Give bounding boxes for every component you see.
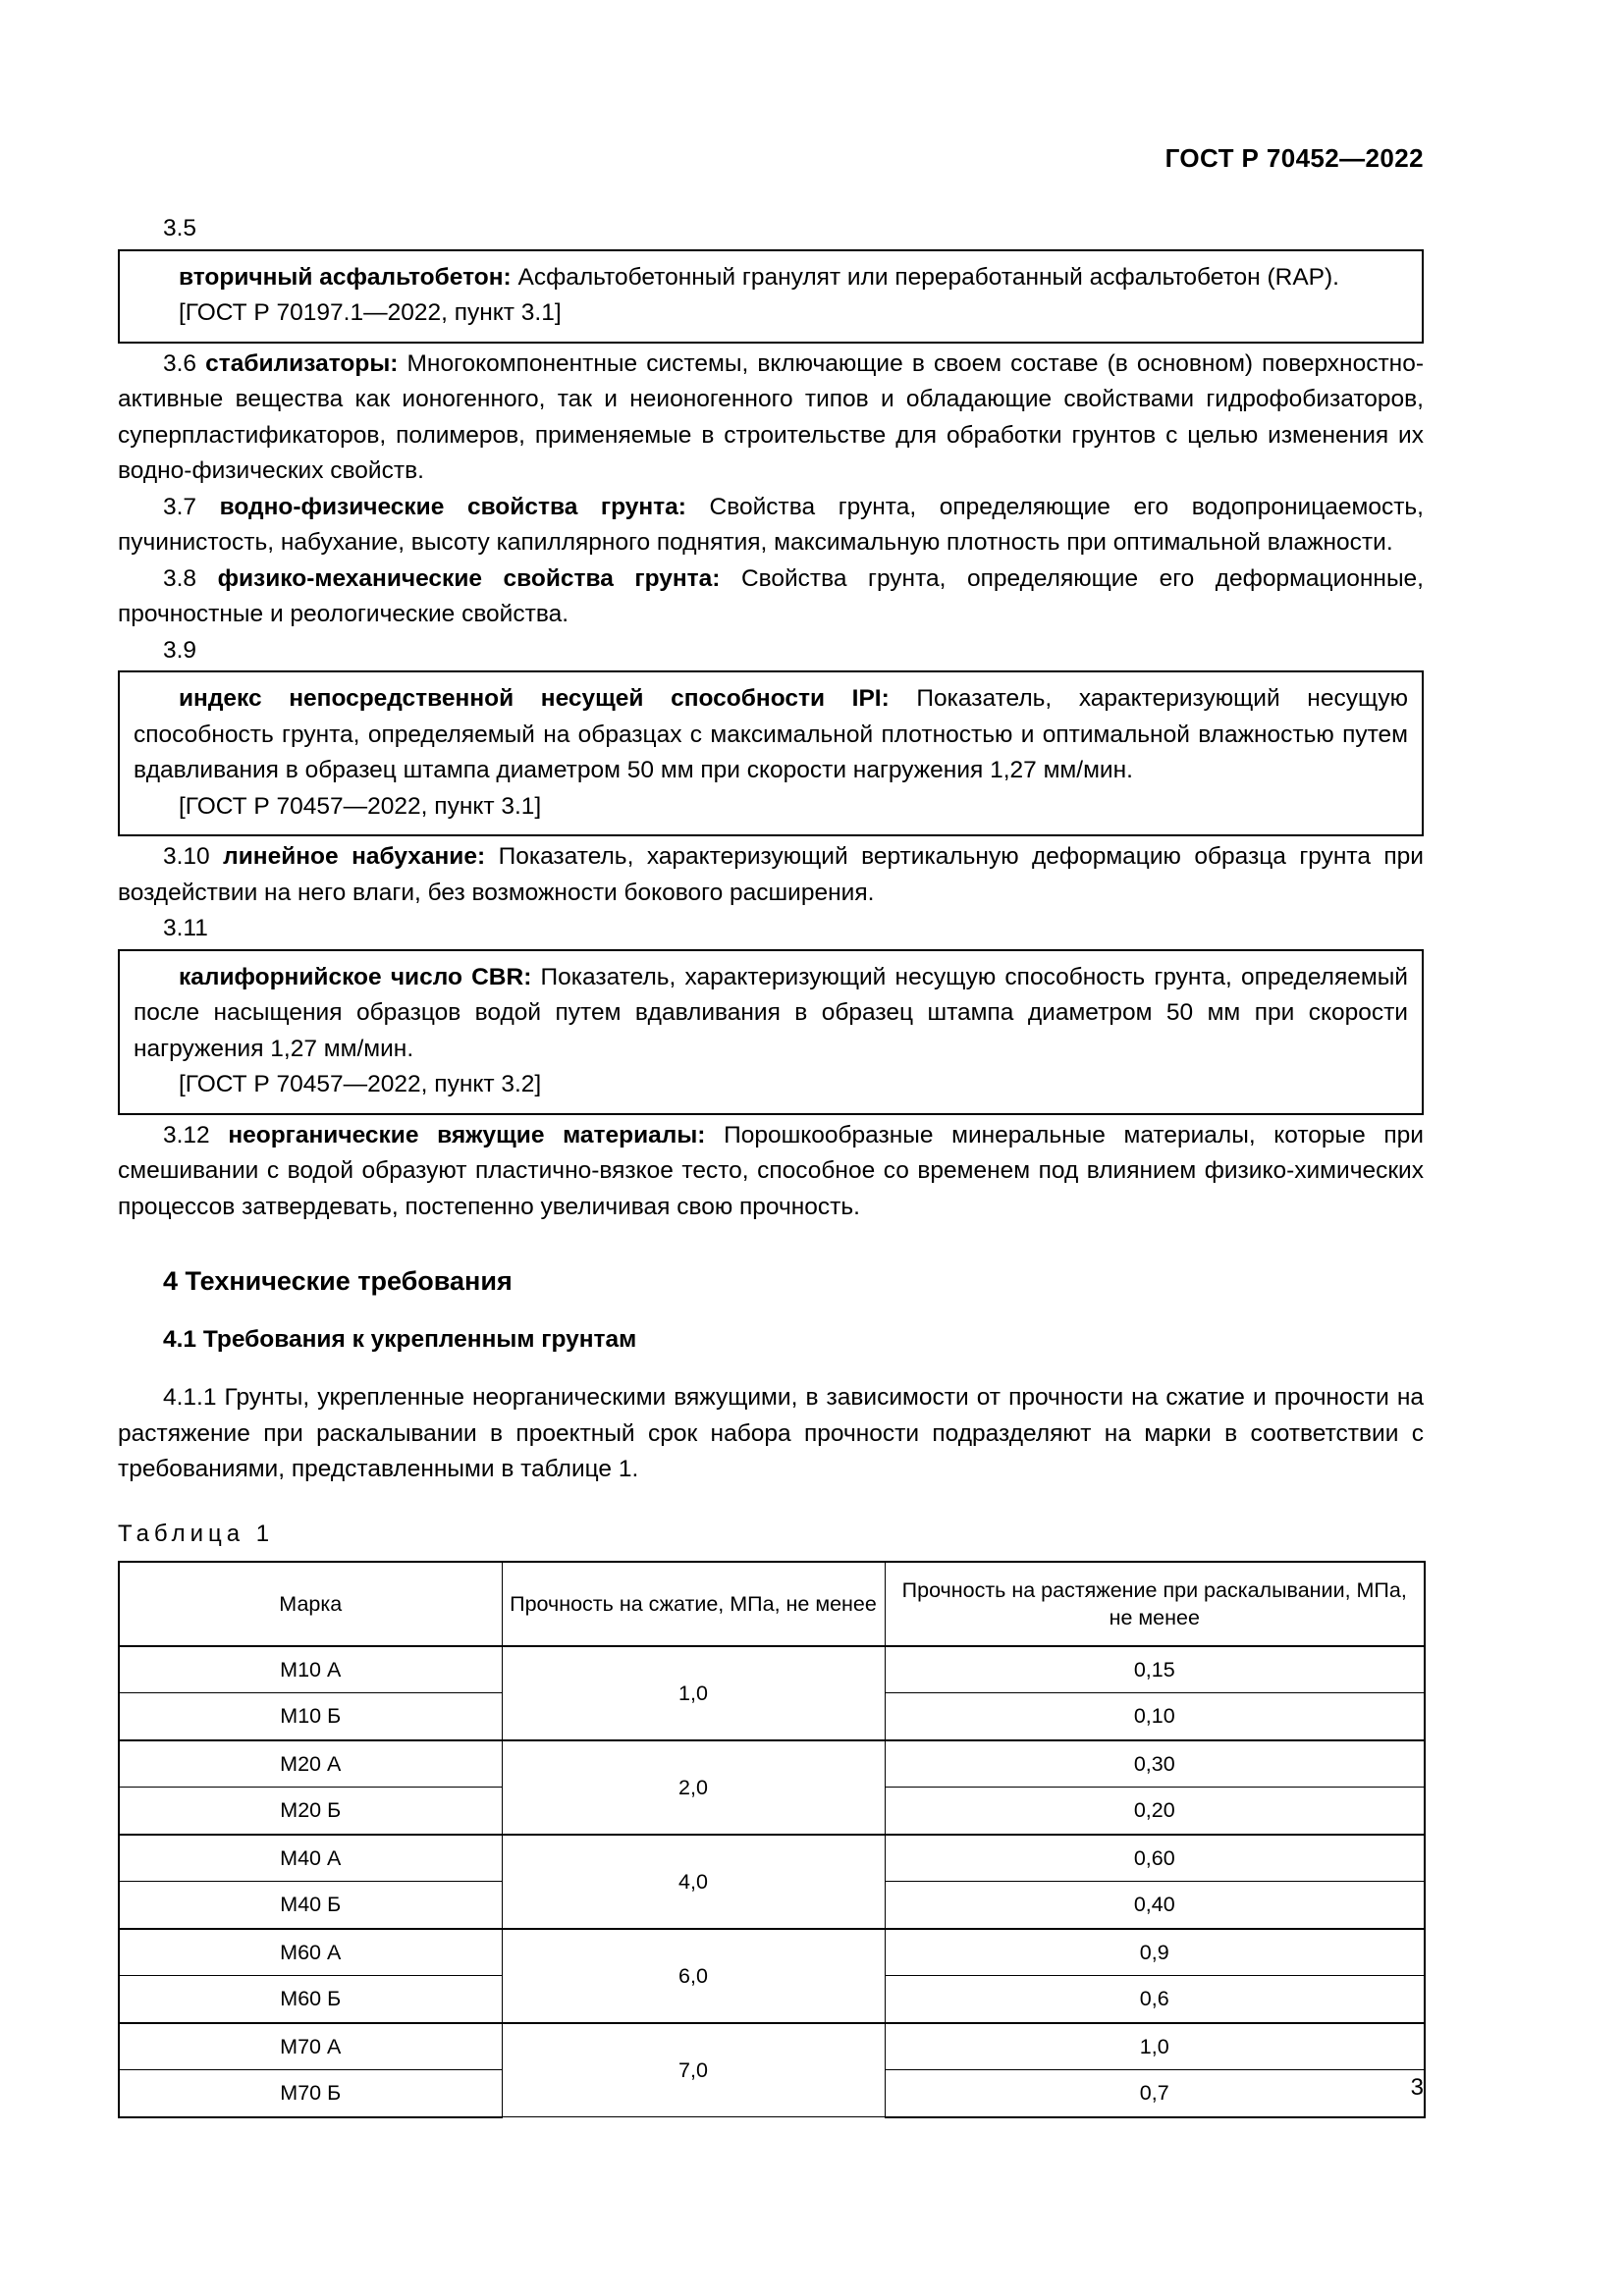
definition-body-3-7: Свойства грунта, определяющие его водопроницаемость, пучинистость, набухание, высоту капиллярного поднятия, максимальную плотность при оптимальной влажности. [118,493,1424,556]
definition-box-3-9 [118,670,1424,836]
table-body [119,1646,1425,2117]
column-header-grade: Марка [119,1562,502,1646]
definition-body-3-9: Показатель, характеризующий несущую способность грунта, определяемый на образцах с максимальной плотностью и оптимальной влажностью путем вдавливания в образец штампа диаметром 50 мм при скорости нагружения 1,27 мм/мин. [134,685,1409,783]
cell-grade: M10 А [119,1646,502,1693]
cell-tensile-strength: 0,10 [885,1693,1425,1740]
clause-number-3-12: 3.12 [163,1121,229,1148]
clause-number-3-7: 3.7 [163,493,220,520]
table-caption: Таблица 1 [118,1520,275,1547]
term-3-10: линейное набухание: [223,843,486,870]
term-3-5: вторичный асфальтобетон: [179,263,512,291]
document-body [118,211,1424,2118]
column-header-tensile-strength: Прочность на растяжение при раскалывании, МПа, не менее [885,1562,1425,1646]
clause-paragraph-3-10 [118,839,1424,911]
cell-tensile-strength: 0,60 [885,1835,1425,1882]
cell-grade: M40 А [119,1835,502,1882]
definition-body-3-5: Асфальтобетонный гранулят или переработанный асфальтобетон (RAP). [511,263,1339,291]
definition-box-3-11 [118,949,1424,1115]
cell-tensile-strength: 0,15 [885,1646,1425,1693]
cell-grade: M60 Б [119,1976,502,2023]
page-number: 3 [1410,2074,1424,2101]
term-3-6: стабилизаторы: [205,349,399,377]
definition-text-3-9 [134,681,1408,789]
term-3-7: водно-физические свойства грунта: [219,493,686,520]
definition-box-3-5 [118,249,1424,344]
cell-grade: M20 А [119,1740,502,1788]
clause-paragraph-3-12 [118,1118,1424,1226]
source-reference-3-11: [ГОСТ Р 70457—2022, пункт 3.2] [179,1071,542,1097]
strength-requirements-table [118,1561,1426,2118]
cell-grade: M10 Б [119,1693,502,1740]
cell-compressive-strength: 2,0 [502,1740,885,1835]
definition-text-3-11 [134,960,1408,1068]
cell-tensile-strength: 0,6 [885,1976,1425,2023]
cell-compressive-strength: 6,0 [502,1929,885,2023]
column-header-compressive-strength: Прочность на сжатие, МПа, не менее [502,1562,885,1646]
term-3-9: индекс непосредственной несущей способности IPI: [179,685,890,712]
clause-paragraph-3-6 [118,347,1424,490]
definition-body-3-12: Порошкообразные минеральные материалы, которые при смешивании с водой образуют пластично-вязкое тесто, способное со временем под влиянием физико-химических процессов затвердевать, постепенно увеличивая свою прочность. [118,1121,1424,1220]
section-heading-4-1: 4.1 Требования к укрепленным грунтам [163,1326,637,1353]
cell-compressive-strength: 4,0 [502,1835,885,1929]
table-row [119,1646,1425,1693]
cell-tensile-strength: 0,20 [885,1788,1425,1835]
source-reference-3-9: [ГОСТ Р 70457—2022, пункт 3.1] [179,792,542,820]
term-3-11: калифорнийское число CBR: [179,963,532,990]
table-row [119,1929,1425,1976]
cell-tensile-strength: 0,9 [885,1929,1425,1976]
cell-tensile-strength: 1,0 [885,2023,1425,2070]
clause-paragraph-4-1-1: 4.1.1 Грунты, укрепленные неорганическими вяжущими, в зависимости от прочности на сжатие и прочности на растяжение при раскалывании в проектный срок набора прочности подразделяют на марки в соответствии с требованиями, представленными в таблице 1. [118,1384,1424,1482]
term-3-12: неорганические вяжущие материалы: [228,1121,706,1148]
definition-body-3-10: Показатель, характеризующий вертикальную деформацию образца грунта при воздействии на него влаги, без возможности бокового расширения. [118,843,1424,906]
clause-number-3-11: 3.11 [163,915,208,941]
clause-number-3-8: 3.8 [163,564,218,592]
clause-number-3-10: 3.10 [163,843,224,870]
definition-body-3-11: Показатель, характеризующий несущую способность грунта, определяемый после насыщения образцов водой путем вдавливания в образец штампа диаметром 50 мм при скорости нагружения 1,27 мм/мин. [134,963,1408,1062]
cell-grade: M70 Б [119,2070,502,2117]
term-3-8: физико-механические свойства грунта: [217,564,721,592]
clause-paragraph-3-7 [118,490,1424,561]
table-row [119,1835,1425,1882]
clause-number-3-6: 3.6 [163,349,206,377]
section-heading-4: 4 Технические требования [163,1266,513,1296]
page-header-standard-code: ГОСТ Р 70452—2022 [1164,143,1424,173]
cell-compressive-strength: 7,0 [502,2023,885,2117]
cell-grade: M60 А [119,1929,502,1976]
cell-tensile-strength: 0,7 [885,2070,1425,2117]
clause-paragraph-3-8 [118,561,1424,633]
definition-body-3-6: Многокомпонентные системы, включающие в своем составе (в основном) поверхностно-активные вещества как ионогенного, так и неионогенного типов и обладающие свойствами гидрофобизаторов, суперпластификаторов, полимеров, применяемые в строительстве для обработки грунтов с целью изменения их водно-физических свойств. [118,349,1424,484]
cell-grade: M40 Б [119,1882,502,1929]
definition-body-3-8: Свойства грунта, определяющие его деформационные, прочностные и реологические свойства. [118,564,1424,627]
clause-number-3-9: 3.9 [163,636,197,664]
cell-compressive-strength: 1,0 [502,1646,885,1740]
cell-grade: M70 А [119,2023,502,2070]
source-reference-3-5: [ГОСТ Р 70197.1—2022, пункт 3.1] [179,299,562,326]
cell-tensile-strength: 0,40 [885,1882,1425,1929]
clause-number-3-5: 3.5 [163,215,197,241]
definition-text-3-5 [134,260,1408,296]
table-header-row [119,1562,1425,1646]
cell-grade: M20 Б [119,1788,502,1835]
cell-tensile-strength: 0,30 [885,1740,1425,1788]
table-row [119,2023,1425,2070]
table-row [119,1740,1425,1788]
table-header [119,1562,1425,1646]
